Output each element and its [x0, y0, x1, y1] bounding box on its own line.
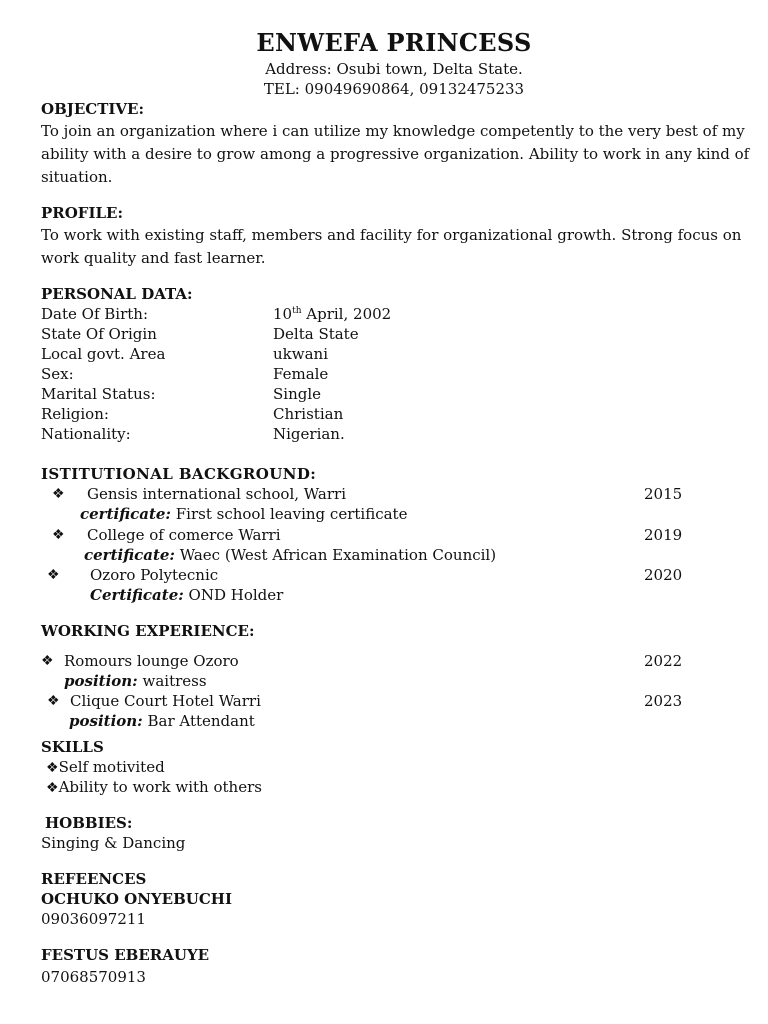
- bullet-icon: ❖: [46, 780, 59, 796]
- profile-text: To work with existing staff, members and facility for organizational growth. Strong focus on work quality and fast learner.: [41, 226, 742, 267]
- bullet-icon: ❖: [52, 527, 65, 543]
- work-year: 2022: [644, 652, 683, 670]
- school-certificate: Certificate: OND Holder: [90, 586, 284, 604]
- nationality-label: Nationality:: [41, 425, 131, 443]
- lga-label: Local govt. Area: [41, 345, 166, 363]
- state-of-origin-value: Delta State: [273, 325, 359, 343]
- school-year: 2020: [644, 566, 683, 584]
- school-name: Ozoro Polytecnic: [90, 566, 219, 584]
- bullet-icon: ❖: [46, 760, 59, 776]
- skill-item: ❖Ability to work with others: [46, 778, 262, 796]
- skills-heading: SKILLS: [41, 738, 104, 756]
- personal-data-heading: PERSONAL DATA:: [41, 285, 193, 303]
- marital-status-value: Single: [273, 385, 322, 403]
- religion-value: Christian: [273, 405, 344, 423]
- dob-label: Date Of Birth:: [41, 305, 148, 323]
- sex-label: Sex:: [41, 365, 74, 383]
- bullet-icon: ❖: [41, 653, 54, 669]
- experience-heading: WORKING EXPERIENCE:: [41, 622, 255, 640]
- lga-value: ukwani: [273, 345, 328, 363]
- nationality-value: Nigerian.: [273, 425, 345, 443]
- objective-text: To join an organization where i can utilize my knowledge competently to the very best of my ability with a desire to grow among a progressive organization. Ability to work in any kind of situation.: [41, 122, 750, 186]
- bullet-icon: ❖: [52, 486, 65, 502]
- school-year: 2019: [644, 526, 683, 544]
- school-certificate: certificate: Waec (West African Examination Council): [84, 546, 497, 564]
- school-certificate: certificate: First school leaving certificate: [80, 505, 408, 523]
- bullet-icon: ❖: [47, 693, 60, 709]
- bullet-icon: ❖: [47, 567, 60, 583]
- school-name: Gensis international school, Warri: [87, 485, 346, 503]
- reference-name: FESTUS EBERAUYE: [41, 946, 210, 964]
- objective-heading: OBJECTIVE:: [41, 100, 145, 118]
- references-heading: REFEENCES: [41, 870, 147, 888]
- marital-status-label: Marital Status:: [41, 385, 156, 403]
- skill-item: ❖Self motivited: [46, 758, 165, 776]
- hobbies-text: Singing & Dancing: [41, 834, 186, 852]
- work-position: position: waitress: [64, 672, 207, 690]
- applicant-name: ENWEFA PRINCESS: [256, 28, 532, 57]
- work-position: position: Bar Attendant: [69, 712, 255, 730]
- state-of-origin-label: State Of Origin: [41, 325, 157, 343]
- institutional-heading: ISTITUTIONAL BACKGROUND:: [41, 465, 317, 483]
- work-year: 2023: [644, 692, 683, 710]
- sex-value: Female: [273, 365, 329, 383]
- religion-label: Religion:: [41, 405, 109, 423]
- workplace-name: Romours lounge Ozoro: [64, 652, 239, 670]
- reference-phone: 09036097211: [41, 910, 146, 928]
- dob-value: 10th April, 2002: [273, 305, 392, 323]
- hobbies-heading: HOBBIES:: [45, 814, 133, 832]
- address-line: Address: Osubi town, Delta State.: [265, 60, 523, 78]
- telephone-line: TEL: 09049690864, 09132475233: [263, 80, 525, 98]
- school-year: 2015: [644, 485, 683, 503]
- reference-phone: 07068570913: [41, 968, 146, 986]
- reference-name: OCHUKO ONYEBUCHI: [41, 890, 232, 908]
- profile-heading: PROFILE:: [41, 204, 123, 222]
- school-name: College of comerce Warri: [87, 526, 281, 544]
- workplace-name: Clique Court Hotel Warri: [70, 692, 261, 710]
